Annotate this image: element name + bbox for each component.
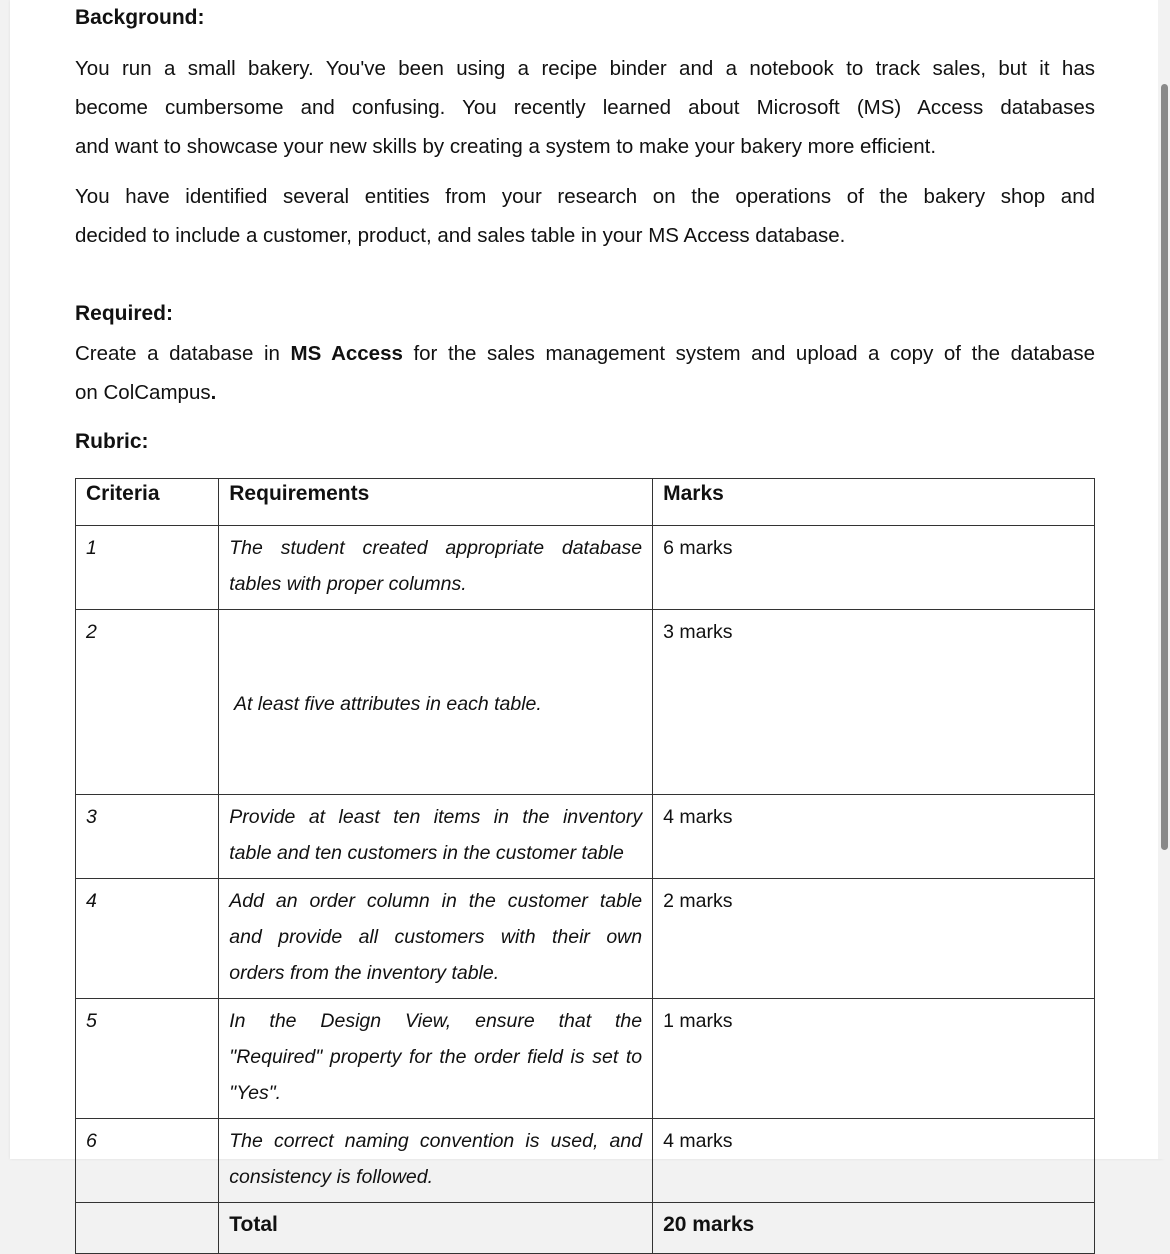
table-row (76, 610, 1095, 795)
marks-cell: 6 marks (653, 526, 1095, 610)
table-row (76, 526, 1095, 610)
criteria-cell: 4 (76, 879, 219, 999)
requirement-cell (219, 795, 653, 879)
marks-cell: 3 marks (653, 610, 1095, 795)
required-paragraph (75, 334, 1095, 412)
paragraph-line: You have identified several entities from your research on the operations of the bakery shop and (75, 185, 1095, 208)
requirement-line: tables with proper columns. (229, 573, 467, 595)
total-criteria-cell (76, 1203, 219, 1254)
table-header-row (76, 479, 1095, 526)
total-marks: 20 marks (653, 1203, 1095, 1254)
colcampus-text: on ColCampus (75, 381, 211, 404)
table-row (76, 999, 1095, 1119)
requirement-cell (219, 999, 653, 1119)
requirement-cell (219, 526, 653, 610)
criteria-cell: 5 (76, 999, 219, 1119)
background-paragraph-1 (75, 49, 1095, 166)
rubric-table (75, 478, 1095, 1254)
header-requirements: Requirements (219, 479, 653, 526)
criteria-cell: 1 (76, 526, 219, 610)
requirement-cell (219, 610, 653, 795)
total-label: Total (219, 1203, 653, 1254)
requirement-line: "Yes". (229, 1082, 282, 1104)
table-row (76, 1119, 1095, 1203)
requirement-cell (219, 879, 653, 999)
header-marks: Marks (653, 479, 1095, 526)
required-heading: Required: (75, 302, 174, 325)
required-text-end: for the sales management system and upload a copy of the database (402, 342, 1095, 365)
paragraph-line: decided to include a customer, product, and sales table in your MS Access database. (75, 224, 846, 247)
paragraph-line (75, 373, 1095, 412)
paragraph-line: become cumbersome and confusing. You recently learned about Microsoft (MS) Access databases (75, 96, 1095, 119)
background-paragraph-2 (75, 177, 1095, 255)
paragraph-line: You run a small bakery. You've been using a recipe binder and a notebook to track sales, but it has (75, 57, 1095, 80)
requirement-line: "Required" property for the order field is set to (229, 1046, 643, 1068)
requirement-line: table and ten customers in the customer table (229, 842, 624, 864)
requirement-line: At least five attributes in each table. (229, 693, 542, 715)
criteria-cell: 2 (76, 610, 219, 795)
marks-cell: 4 marks (653, 795, 1095, 879)
requirement-line: The student created appropriate database (229, 537, 643, 559)
requirement-line: The correct naming convention is used, and (229, 1130, 643, 1152)
scrollbar-thumb[interactable] (1161, 84, 1168, 850)
vertical-scrollbar[interactable] (1158, 0, 1170, 1159)
criteria-cell: 3 (76, 795, 219, 879)
criteria-cell: 6 (76, 1119, 219, 1203)
rubric-heading: Rubric: (75, 430, 149, 453)
requirement-line: Add an order column in the customer table (229, 890, 643, 912)
table-row (76, 795, 1095, 879)
period-bold: . (210, 381, 217, 404)
marks-cell: 1 marks (653, 999, 1095, 1119)
required-text-start: Create a database in (75, 342, 291, 365)
requirement-line: orders from the inventory table. (229, 962, 500, 984)
background-heading: Background: (75, 6, 205, 29)
marks-cell: 4 marks (653, 1119, 1095, 1203)
header-criteria: Criteria (76, 479, 219, 526)
requirement-line: Provide at least ten items in the inventory (229, 806, 643, 828)
ms-access-bold: MS Access (290, 342, 403, 365)
marks-cell: 2 marks (653, 879, 1095, 999)
total-row (76, 1203, 1095, 1254)
paragraph-line: and want to showcase your new skills by creating a system to make your bakery more efficient. (75, 135, 937, 158)
requirement-line: In the Design View, ensure that the (229, 1010, 643, 1032)
requirement-line: and provide all customers with their own (229, 926, 643, 948)
document-page (10, 0, 1163, 1236)
requirement-cell (219, 1119, 653, 1203)
table-row (76, 879, 1095, 999)
paragraph-line (75, 334, 1095, 373)
requirement-line: consistency is followed. (229, 1166, 434, 1188)
